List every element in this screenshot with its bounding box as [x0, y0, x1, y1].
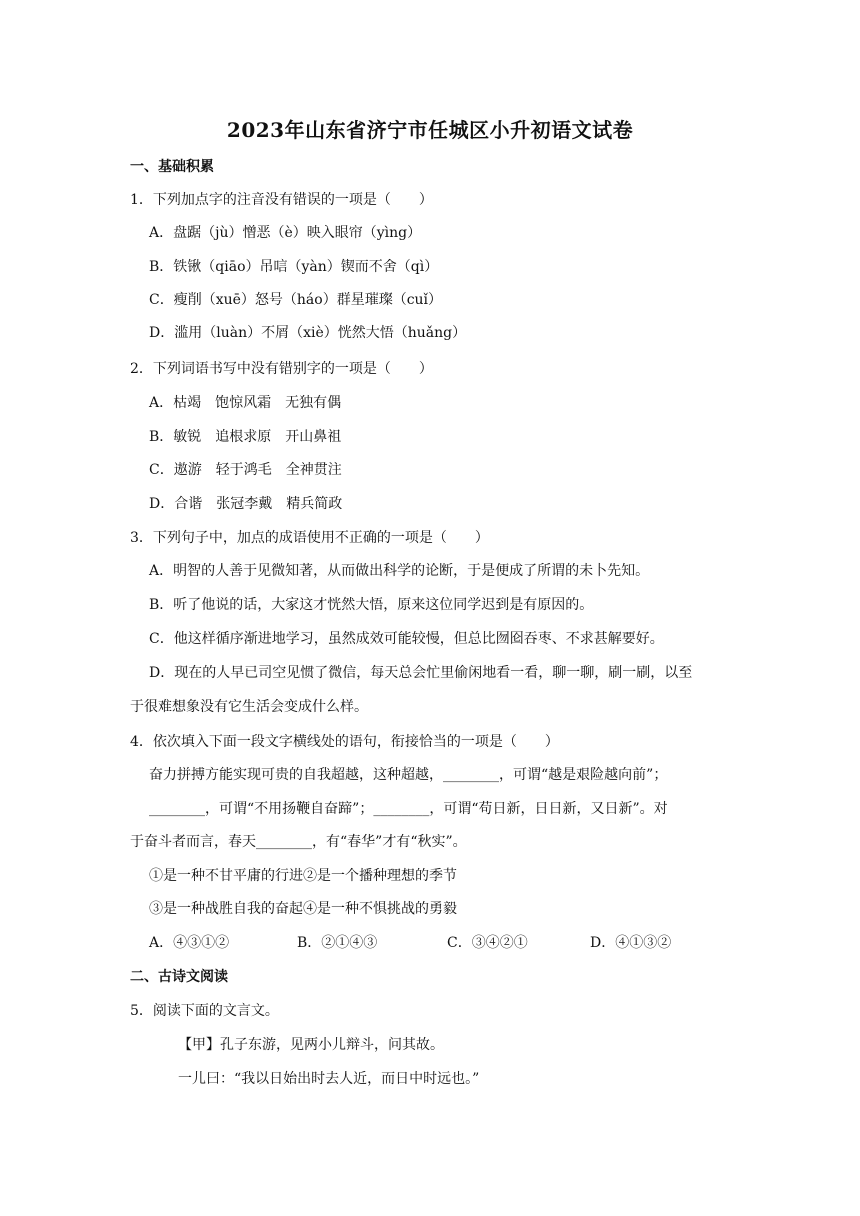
question-1-option-c: C．瘦削（xuē）怒号（háo）群星璀璨（cuǐ）: [149, 292, 443, 308]
question-5-passage-line-1: 【甲】孔子东游，见两小儿辩斗，问其故。: [178, 1037, 444, 1053]
question-4-passage-line-1: 奋力拼搏方能实现可贵的自我超越，这种超越，________，可谓“越是艰险越向前”；: [149, 767, 668, 783]
section-heading-basics: 一、基础积累: [130, 159, 214, 175]
question-5-stem: 5．阅读下面的文言文。: [130, 1003, 279, 1019]
question-1-option-a: A．盘踞（jù）憎恶（è）映入眼帘（yìng）: [149, 225, 422, 241]
question-2-stem: 2．下列词语书写中没有错别字的一项是（ ）: [130, 361, 433, 377]
question-3-stem: 3．下列句子中，加点的成语使用不正确的一项是（ ）: [130, 530, 489, 546]
question-3-option-b: B．听了他说的话，大家这才恍然大悟，原来这位同学迟到是有原因的。: [149, 597, 594, 613]
question-4-passage-line-3: 于奋斗者而言，春天________，有“春华”才有“秋实”。: [130, 834, 467, 850]
question-1-option-b: B．铁锹（qiāo）吊唁（yàn）锲而不舍（qì）: [149, 259, 439, 275]
page-title: 2023年山东省济宁市任城区小升初语文试卷: [226, 118, 634, 142]
question-2-option-d: D．合谐 张冠李戴 精兵简政: [149, 496, 343, 512]
question-1-stem: 1．下列加点字的注音没有错误的一项是（ ）: [130, 192, 433, 208]
question-4-items-line-1: ①是一种不甘平庸的行进②是一个播种理想的季节: [149, 868, 457, 884]
question-4-stem: 4．依次填入下面一段文字横线处的语句，衔接恰当的一项是（ ）: [130, 734, 559, 750]
section-heading-classical: 二、古诗文阅读: [130, 969, 228, 985]
question-5-passage-line-2: 一儿曰：“我以日始出时去人近，而日中时远也。”: [178, 1071, 480, 1087]
question-1-option-d: D．滥用（luàn）不屑（xiè）恍然大悟（huǎng）: [149, 325, 467, 341]
question-4-choice-c: C．③④②①: [447, 935, 528, 951]
question-4-passage-line-2: ________，可谓“不用扬鞭自奋蹄”；________，可谓“苟日新，日日新，又日新”。对: [149, 801, 668, 817]
question-4-choices: [149, 933, 671, 953]
question-4-items-line-2: ③是一种战胜自我的奋起④是一种不惧挑战的勇毅: [149, 901, 457, 917]
question-3-option-a: A．明智的人善于见微知著，从而做出科学的论断，于是便成了所谓的未卜先知。: [149, 563, 650, 579]
question-4-choice-a: A．④③①②: [149, 935, 230, 951]
question-2-option-b: B．敏锐 追根求原 开山鼻祖: [149, 429, 342, 445]
question-4-choice-d: D．④①③②: [590, 935, 672, 951]
question-3-option-d: D．现在的人早已司空见惯了微信，每天总会忙里偷闲地看一看，聊一聊，刷一刷，以至: [149, 665, 693, 681]
question-2-option-a: A．枯竭 饱惊风霜 无独有偶: [149, 395, 342, 411]
question-3-option-d-continuation: 于很难想象没有它生活会变成什么样。: [130, 699, 368, 715]
question-4-choice-b: B．②①④③: [297, 935, 378, 951]
question-3-option-c: C．他这样循序渐进地学习，虽然成效可能较慢，但总比囫囵吞枣、不求甚解要好。: [149, 631, 664, 647]
question-2-option-c: C．遨游 轻于鸿毛 全神贯注: [149, 462, 342, 478]
